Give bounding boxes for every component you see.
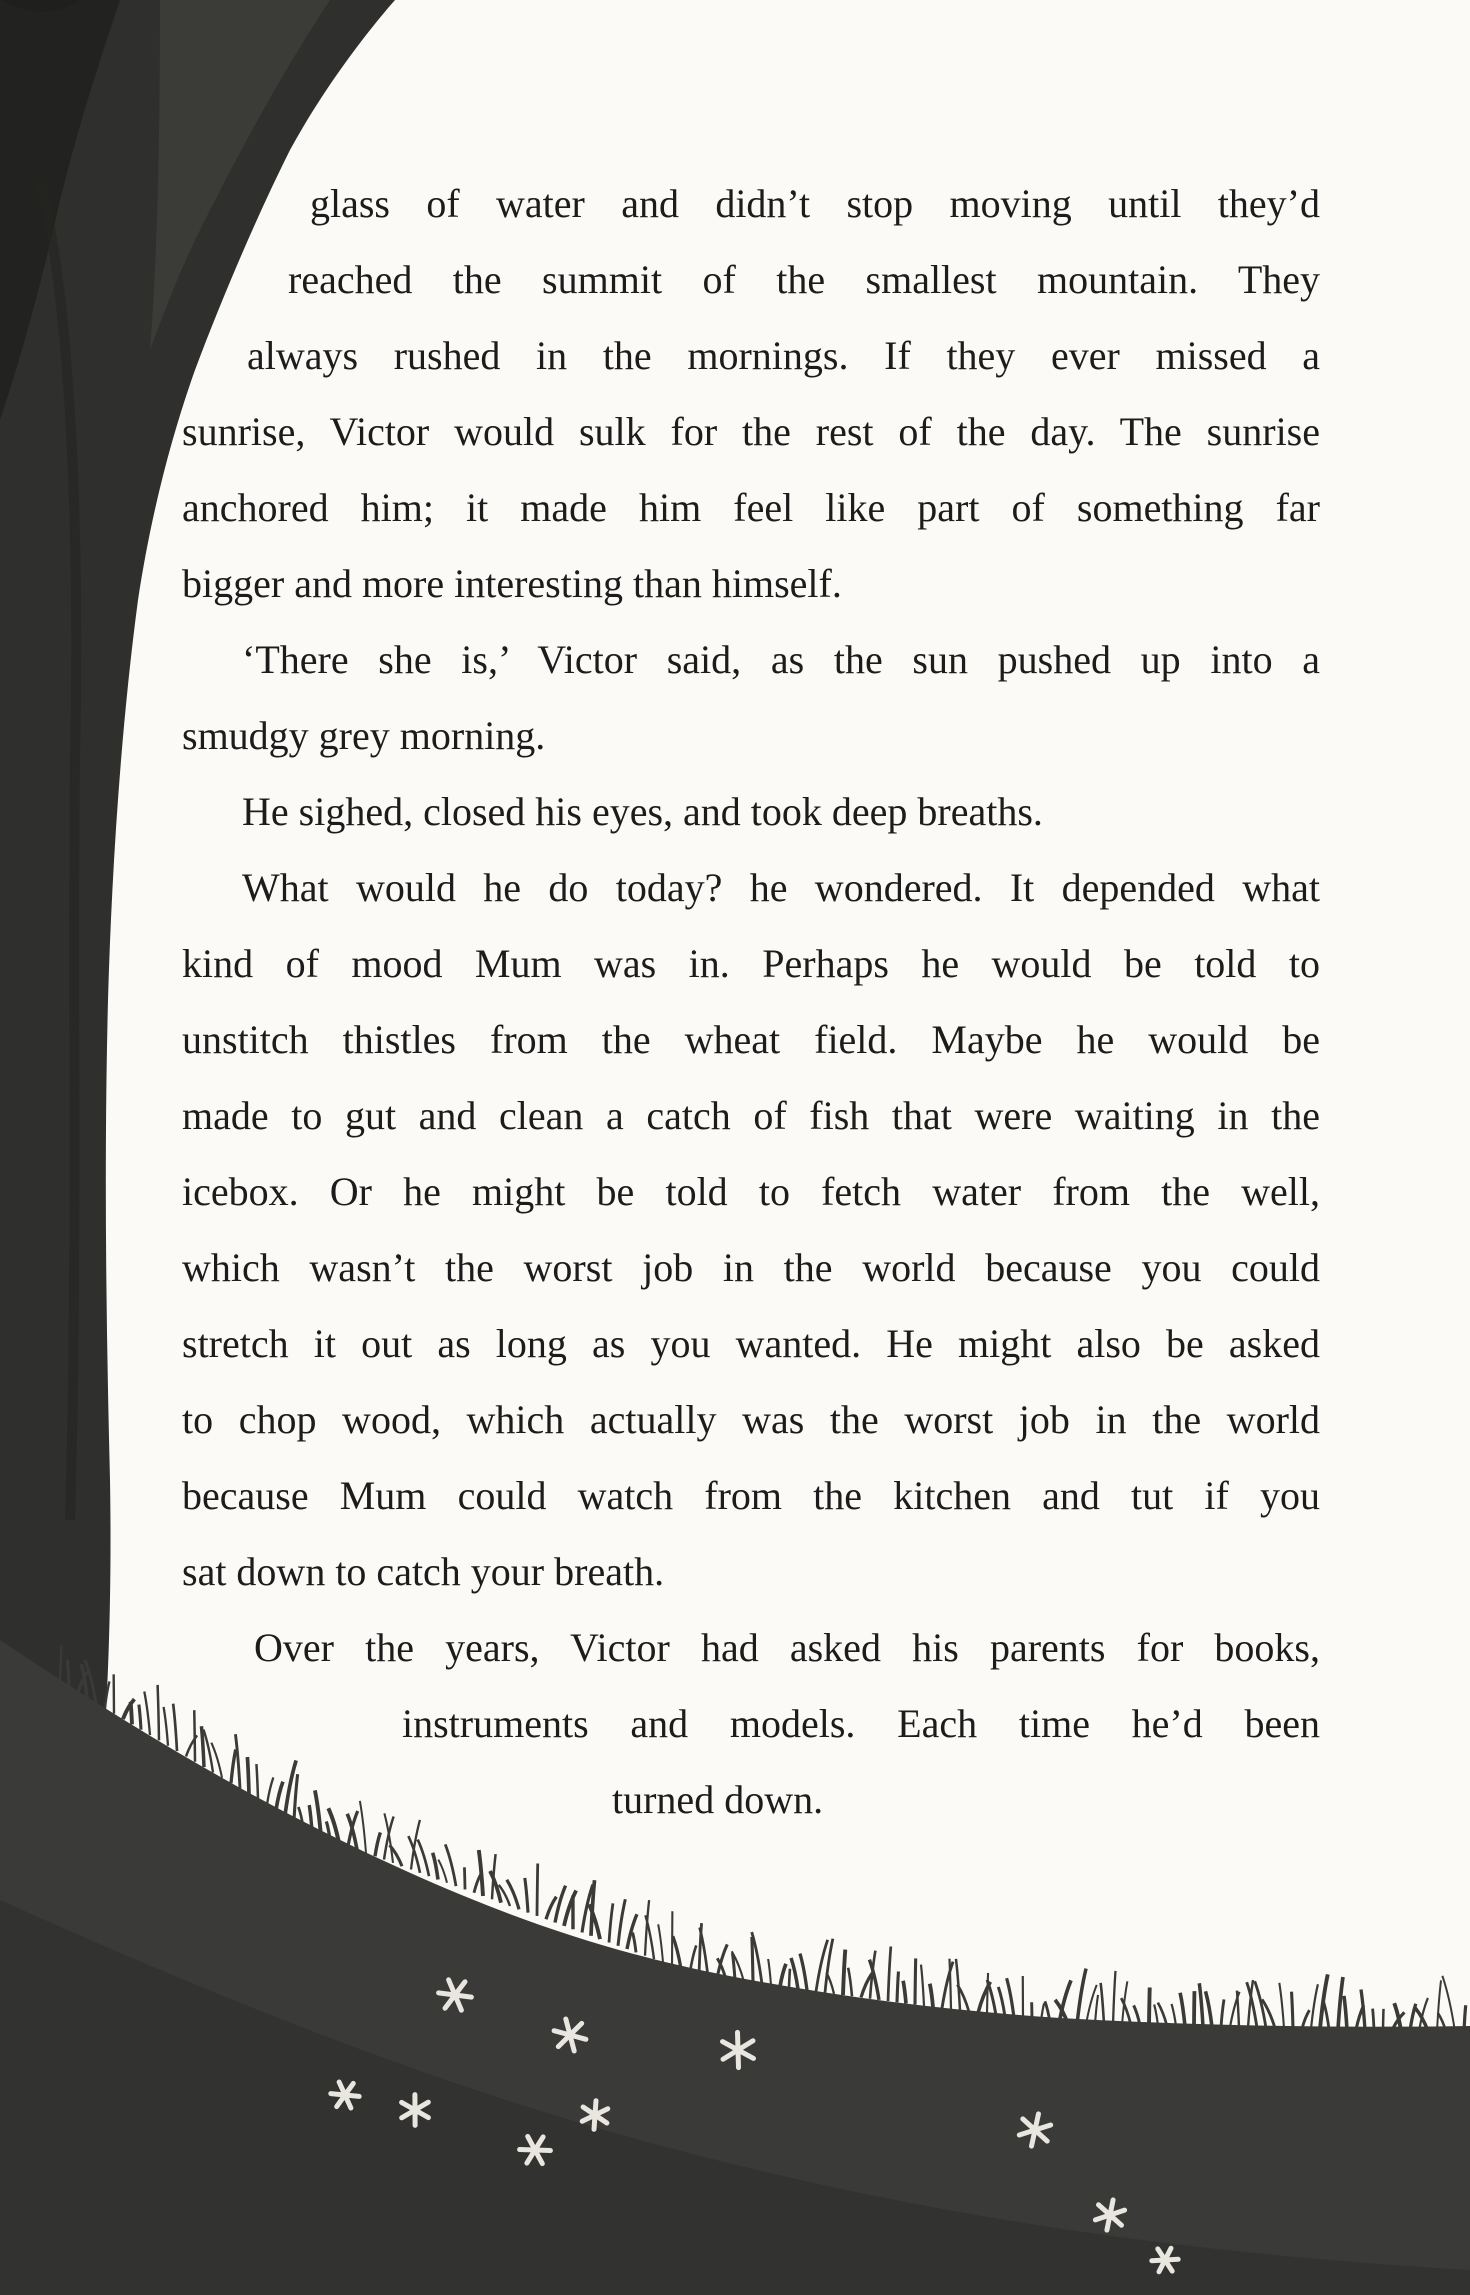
grass-blade <box>673 1936 681 1969</box>
grass-blade <box>987 1973 988 2014</box>
grass-blade <box>139 1705 141 1730</box>
text-line: kind of mood Mum was in. Perhaps he would be told to <box>182 941 1320 986</box>
grass-blade <box>1373 2009 1374 2030</box>
grass-blade <box>1437 1980 1441 2031</box>
text-line: anchored him; it made him feel like part of something far <box>182 485 1320 530</box>
text-line: glass of water and didn’t stop moving until they’d <box>310 181 1320 226</box>
text-line: What would he do today? he wondered. It depended what <box>242 865 1320 910</box>
text-line: sunrise, Victor would sulk for the rest of the day. The sunrise <box>182 409 1320 454</box>
grass-blade <box>826 1973 834 1994</box>
grass-blade <box>479 1850 483 1896</box>
text-line: unstitch thistles from the wheat field. Maybe he would be <box>182 1017 1320 1062</box>
grass-blade <box>903 1981 906 2004</box>
grass-blade <box>921 1965 924 2006</box>
grass-blade <box>930 1984 933 2007</box>
grass-blade <box>360 1801 366 1853</box>
text-line: sat down to catch your breath. <box>182 1549 665 1594</box>
grass-blade <box>131 1702 132 1725</box>
text-line: made to gut and clean a catch of fish that were waiting in the <box>182 1093 1320 1138</box>
grass-blade <box>843 1950 845 1996</box>
grass-blade <box>998 1987 1005 2017</box>
text-line: stretch it out as long as you wanted. He might also be asked <box>182 1321 1320 1366</box>
grass-blade <box>211 1743 222 1778</box>
grass-blade <box>256 1764 258 1799</box>
grass-blade <box>1311 1984 1318 2029</box>
grass-blade <box>1344 1996 1347 2030</box>
text-line: always rushed in the mornings. If they ever missed a <box>247 333 1320 378</box>
grass-blade <box>555 1886 566 1923</box>
grass-blade <box>173 1704 177 1751</box>
grass-blade <box>780 1964 786 1987</box>
grass-blade <box>800 1954 807 1991</box>
text-line: turned down. <box>612 1777 824 1822</box>
text-line: smudgy grey morning. <box>182 713 546 758</box>
text-line: to chop wood, which actually was the worst job in the world <box>182 1397 1320 1442</box>
grass-blade <box>1464 2005 1466 2032</box>
grass-blade <box>1158 2003 1167 2026</box>
grass-blade <box>276 1782 283 1810</box>
grass-blade <box>1324 2003 1329 2030</box>
text-line: icebox. Or he might be told to fetch water from the well, <box>182 1169 1320 1214</box>
text-line: bigger and more interesting than himself. <box>182 561 842 606</box>
text-line: which wasn’t the worst job in the world because you could <box>182 1245 1320 1290</box>
grass-blade <box>888 1947 891 2002</box>
grass-blade <box>247 1757 249 1794</box>
grass-blade <box>1279 1983 1284 2029</box>
text-line: reached the summit of the smallest mountain. They <box>288 257 1320 302</box>
grass-blade <box>897 1972 898 2003</box>
text-line: Over the years, Victor had asked his parents for books, <box>254 1625 1320 1670</box>
grass-blade <box>609 1903 613 1942</box>
grass-blade <box>433 1853 438 1880</box>
grass-blade <box>474 1874 481 1892</box>
grass-blade <box>267 1778 273 1805</box>
grass-blade <box>235 1734 240 1788</box>
grass-blade <box>752 1937 753 1983</box>
grass-blade <box>1383 2009 1384 2030</box>
grass-blade <box>690 1945 696 1972</box>
grass-blade <box>525 1878 528 1913</box>
text-line: He sighed, closed his eyes, and took deep breaths. <box>242 789 1043 834</box>
grass-blade <box>1149 1987 1150 2025</box>
grass-blade <box>1007 1978 1014 2018</box>
grass-blade <box>987 1980 996 2016</box>
grass-blade <box>1302 2010 1309 2029</box>
grass-blade <box>633 1932 636 1952</box>
grass-blade <box>375 1832 380 1856</box>
grass-blade <box>438 1860 447 1883</box>
text-line: because Mum could watch from the kitchen and tut if you <box>182 1473 1320 1518</box>
grass-blade <box>1113 1971 1115 2025</box>
grass-blade <box>658 1924 663 1962</box>
grass-blade <box>1180 1993 1185 2027</box>
grass-blade <box>164 1707 168 1746</box>
grass-blade <box>537 1864 538 1916</box>
grass-blade <box>949 1959 951 2010</box>
grass-blade <box>1221 1999 1224 2027</box>
text-line: ‘There she is,’ Victor said, as the sun pushed up into a <box>242 637 1320 682</box>
grass-blade <box>1292 1992 1293 2029</box>
grass-blade <box>1077 1969 1086 2025</box>
grass-blade <box>1172 2004 1176 2026</box>
text-line: instruments and models. Each time he’d been <box>402 1701 1320 1746</box>
grass-blade <box>68 1660 69 1687</box>
grass-blade <box>144 1692 150 1736</box>
grass-blade <box>915 1958 916 2004</box>
grass-blade <box>464 1867 465 1889</box>
grass-blade <box>789 1969 790 1988</box>
grass-blade <box>1199 1983 1203 2027</box>
grass-blade <box>848 1968 852 1996</box>
grass-blade <box>294 1774 298 1820</box>
grass-blade <box>1338 1977 1343 2029</box>
grass-blade <box>194 1710 195 1762</box>
grass-blade <box>231 1749 236 1783</box>
grass-blade <box>158 1685 159 1740</box>
grass-blade <box>1206 1991 1212 2027</box>
grass-blade <box>768 1959 771 1985</box>
grass-blade <box>791 1958 798 1989</box>
grass-blade <box>618 1899 625 1946</box>
grass-blade <box>1101 1983 1104 2025</box>
